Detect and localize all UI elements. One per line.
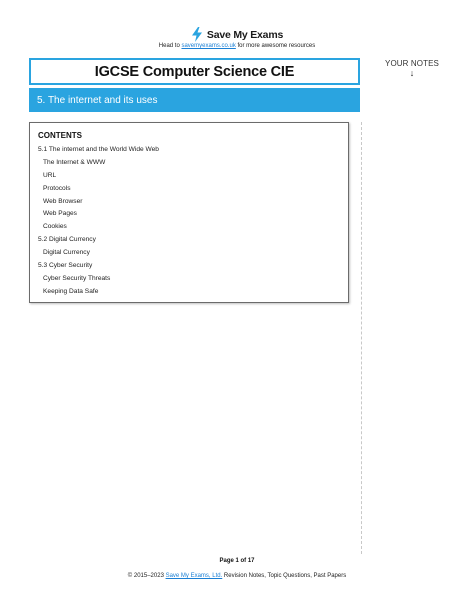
toc-entry[interactable]: Keeping Data Safe <box>43 287 99 295</box>
tagline-prefix: Head to <box>158 43 182 49</box>
savemyexams-ltd-link[interactable]: Save My Exams, Ltd. <box>165 573 223 579</box>
brand-name: Save My Exams <box>206 28 284 41</box>
copyright-footer <box>0 573 474 579</box>
toc-entry[interactable]: Web Browser <box>43 197 83 205</box>
savemyexams-link[interactable]: savemyexams.co.uk <box>181 43 236 49</box>
document-title-box <box>29 58 360 85</box>
your-notes-label: YOUR NOTES <box>385 59 439 68</box>
toc-entry[interactable]: Protocols <box>43 184 71 192</box>
toc-entry[interactable]: Digital Currency <box>43 249 90 257</box>
tagline-suffix: for more awesome resources <box>235 43 316 49</box>
brand-logo <box>0 27 474 42</box>
arrow-down-icon: ↓ <box>409 68 415 78</box>
section-banner <box>29 88 360 112</box>
lightning-bolt-icon <box>191 27 203 42</box>
document-title: IGCSE Computer Science CIE <box>94 63 295 80</box>
toc-entry[interactable]: Cookies <box>43 223 67 231</box>
notes-divider <box>361 122 362 554</box>
toc-entry[interactable]: 5.1 The internet and the World Wide Web <box>38 146 159 153</box>
toc-entry[interactable]: 5.3 Cyber Security <box>38 262 93 270</box>
toc-entry[interactable]: 5.2 Digital Currency <box>38 236 96 244</box>
resources-tagline <box>0 43 474 49</box>
copyright-prefix: © 2015–2023 <box>127 573 166 579</box>
your-notes-header <box>374 59 450 78</box>
page-number: Page 1 of 17 <box>219 558 255 564</box>
toc-list <box>38 144 348 299</box>
toc-entry[interactable]: URL <box>43 171 57 179</box>
copyright-suffix: Revision Notes, Topic Questions, Past Papers <box>222 573 347 579</box>
contents-heading: CONTENTS <box>38 131 82 140</box>
toc-entry[interactable]: Cyber Security Threats <box>43 274 111 282</box>
toc-entry[interactable]: The Internet & WWW <box>43 158 106 166</box>
toc-entry[interactable]: Web Pages <box>43 210 77 218</box>
section-title: 5. The internet and its uses <box>37 94 158 106</box>
table-of-contents <box>29 122 349 303</box>
